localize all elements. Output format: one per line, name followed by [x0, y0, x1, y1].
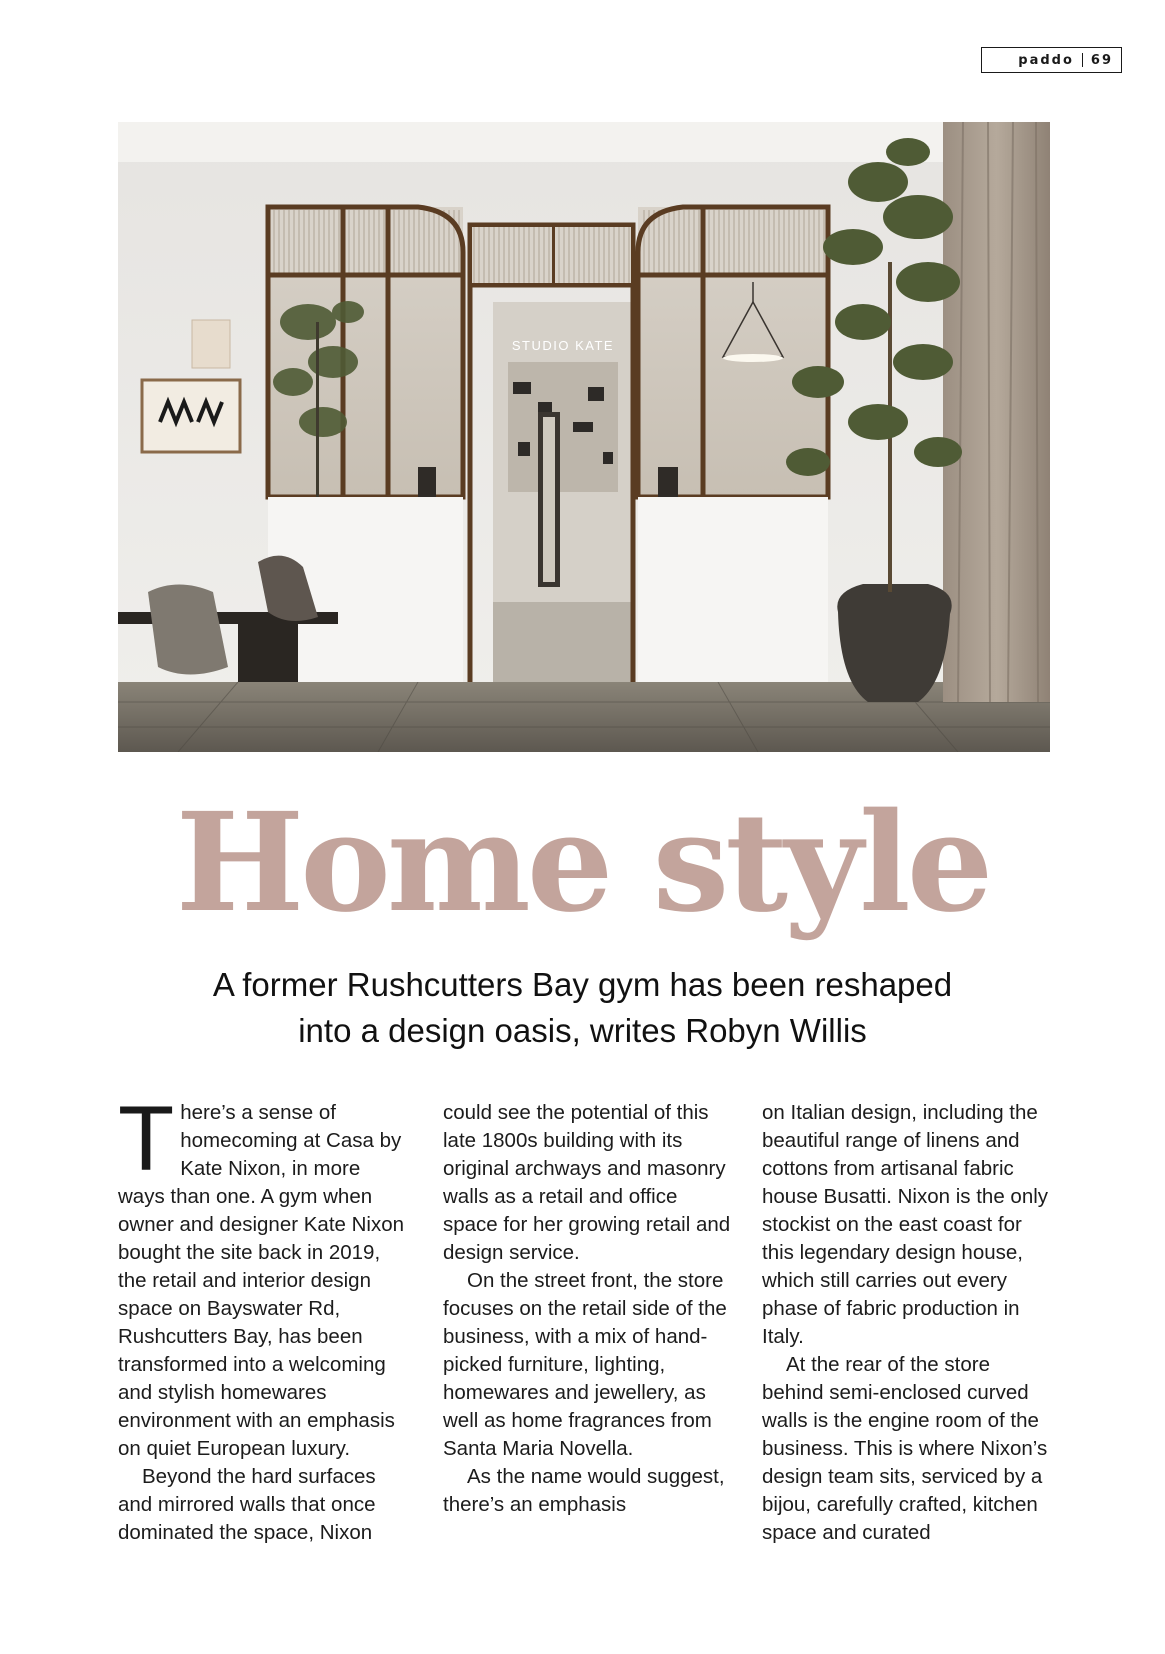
studio-sign: STUDIO KATE: [511, 338, 615, 353]
paragraph: could see the potential of this late 1800s building with its original archways and masonry walls as a retail and office space for her growing retail and design service.: [443, 1101, 731, 1264]
paragraph-text: here’s a sense of homecoming at Casa by Kate Nixon, in more ways than one. A gym when owner and designer Kate Nixon bought the site back in 2019, the retail and interior design space on Bayswater Rd, Rushcutters Bay, has been transformed into a welcoming and stylish homewares environment with an emphasis on quiet European luxury.: [118, 1101, 405, 1460]
paragraph: on Italian design, including the beautiful range of linens and cottons from artisanal fabric house Busatti. Nixon is the only stockist on the east coast for this legendary design house, which still carries out every phase of fabric production in Italy.: [762, 1101, 1049, 1348]
paragraph: On the street front, the store focuses on the retail side of the business, with a mix of hand-picked furniture, lighting, homewares and jewellery, as well as home fragrances from Santa Maria Novella.: [443, 1269, 727, 1460]
drop-cap: T: [118, 1088, 175, 1190]
hero-photo: [118, 122, 1050, 752]
standfirst: [150, 962, 1015, 1054]
folio-section: paddo: [1018, 52, 1074, 68]
standfirst-line-1: A former Rushcutters Bay gym has been reshaped: [212, 966, 953, 1003]
body-column-3: [762, 1099, 1054, 1547]
paragraph: At the rear of the store behind semi-enclosed curved walls is the engine room of the business. This is where Nixon’s design team sits, serviced by a bijou, carefully crafted, kitchen space and curated: [762, 1353, 1048, 1544]
headline: Home style: [175, 783, 990, 943]
body-column-1: [118, 1088, 410, 1547]
paragraph: [118, 1088, 410, 1463]
folio-page-number: 69: [1090, 52, 1113, 68]
folio-divider: [1082, 53, 1083, 67]
paragraph: Beyond the hard surfaces and mirrored walls that once dominated the space, Nixon: [118, 1465, 376, 1544]
page-folio: [981, 47, 1122, 73]
standfirst-line-2: into a design oasis, writes Robyn Willis: [298, 1012, 867, 1049]
interior-illustration: [118, 122, 1050, 752]
paragraph: As the name would suggest, there’s an emphasis: [443, 1465, 725, 1516]
body-column-2: [443, 1099, 735, 1519]
